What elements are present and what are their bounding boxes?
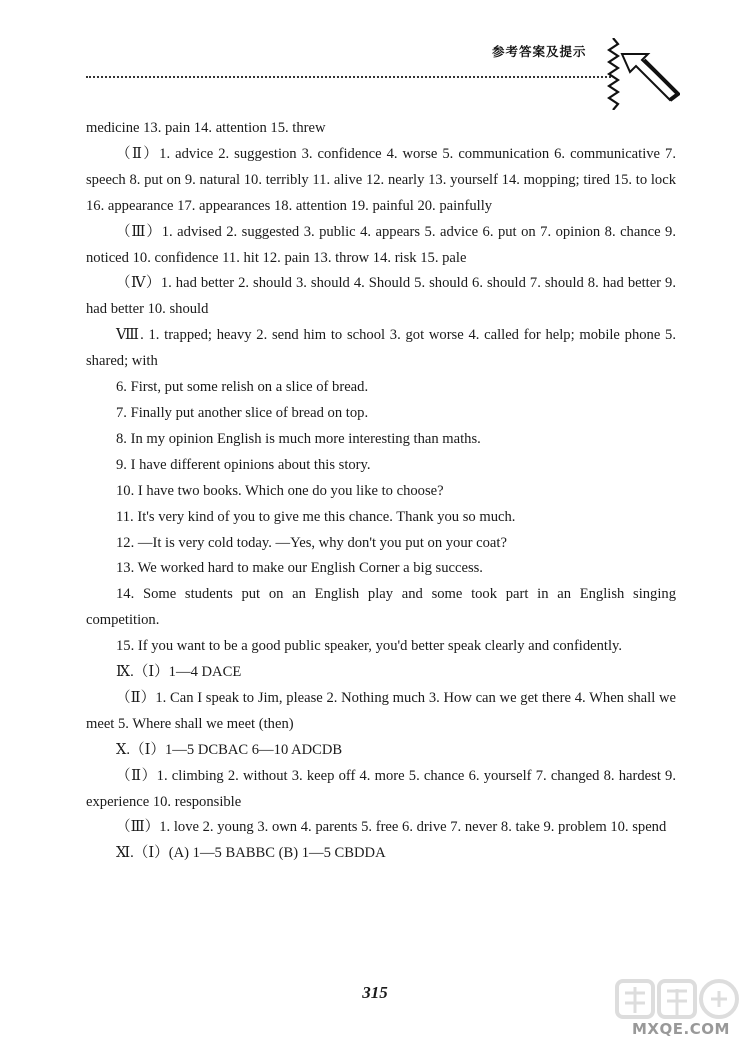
answer-line: （Ⅳ）1. had better 2. should 3. should 4. Should 5. should 6. should 7. should 8. had better 9. had better 10. should (86, 275, 676, 318)
answer-line: （Ⅱ）1. advice 2. suggestion 3. confidence 4. worse 5. communication 6. communicative 7. speech 8. put on 9. natural 10. terribly 11. alive 12. nearly 13. yourself 14. mopping; tired 15. to lock 16. appearance 17. appearances 18. attention 19. painful 20. painfully (86, 145, 676, 214)
watermark-url: MXQE.COM (632, 1020, 730, 1038)
answer-line: Ⅷ. 1. trapped; heavy 2. send him to school 3. got worse 4. called for help; mobile phone 5. shared; with (86, 327, 676, 370)
answer-line: 12. —It is very cold today. —Yes, why don't you put on your coat? (116, 534, 507, 551)
header-title: 参考答案及提示 (492, 44, 587, 59)
answer-line: Ⅸ.（Ⅰ）1—4 DACE (116, 664, 242, 681)
corner-arrow-icon (620, 52, 680, 102)
answer-line: Ⅹ.（Ⅰ）1—5 DCBAC 6—10 ADCDB (116, 741, 343, 758)
answer-line: 15. If you want to be a good public speaker, you'd better speak clearly and confidently. (116, 638, 623, 655)
answer-line: 14. Some students put on an English play and some took part in an English singing competition. (86, 586, 676, 629)
answer-line: 6. First, put some relish on a slice of bread. (116, 379, 369, 396)
answer-line: （Ⅲ）1. love 2. young 3. own 4. parents 5. free 6. drive 7. never 8. take 9. problem 10. spend (116, 819, 667, 836)
answer-line: （Ⅱ）1. Can I speak to Jim, please 2. Nothing much 3. How can we get there 4. When shall we meet 5. Where shall we meet (then) (86, 689, 676, 732)
page-number: 315 (362, 983, 388, 1002)
answer-line: （Ⅱ）1. climbing 2. without 3. keep off 4. more 5. chance 6. yourself 7. changed 8. hardest 9. experience 10. responsible (86, 767, 676, 810)
answer-line: 8. In my opinion English is much more interesting than maths. (116, 430, 481, 447)
answer-line: Ⅺ.（Ⅰ）(A) 1—5 BABBC (B) 1—5 CBDDA (116, 845, 386, 862)
answer-line: medicine 13. pain 14. attention 15. threw (86, 120, 326, 136)
zigzag-ornament-icon (606, 38, 620, 110)
watermark-logo (615, 975, 745, 1023)
answer-line: 7. Finally put another slice of bread on top. (116, 404, 369, 421)
answer-line: 9. I have different opinions about this story. (116, 456, 371, 473)
answer-line: （Ⅲ）1. advised 2. suggested 3. public 4. appears 5. advice 6. put on 7. opinion 8. chance 9. noticed 10. confidence 11. hit 12. pain 13. throw 14. risk 15. pale (86, 223, 676, 266)
answer-line: 13. We worked hard to make our English Corner a big success. (116, 560, 483, 577)
answer-line: 11. It's very kind of you to give me this chance. Thank you so much. (116, 508, 516, 525)
answer-text (86, 116, 676, 867)
answer-line: 10. I have two books. Which one do you like to choose? (116, 482, 444, 499)
header-dotted-rule (86, 72, 611, 78)
